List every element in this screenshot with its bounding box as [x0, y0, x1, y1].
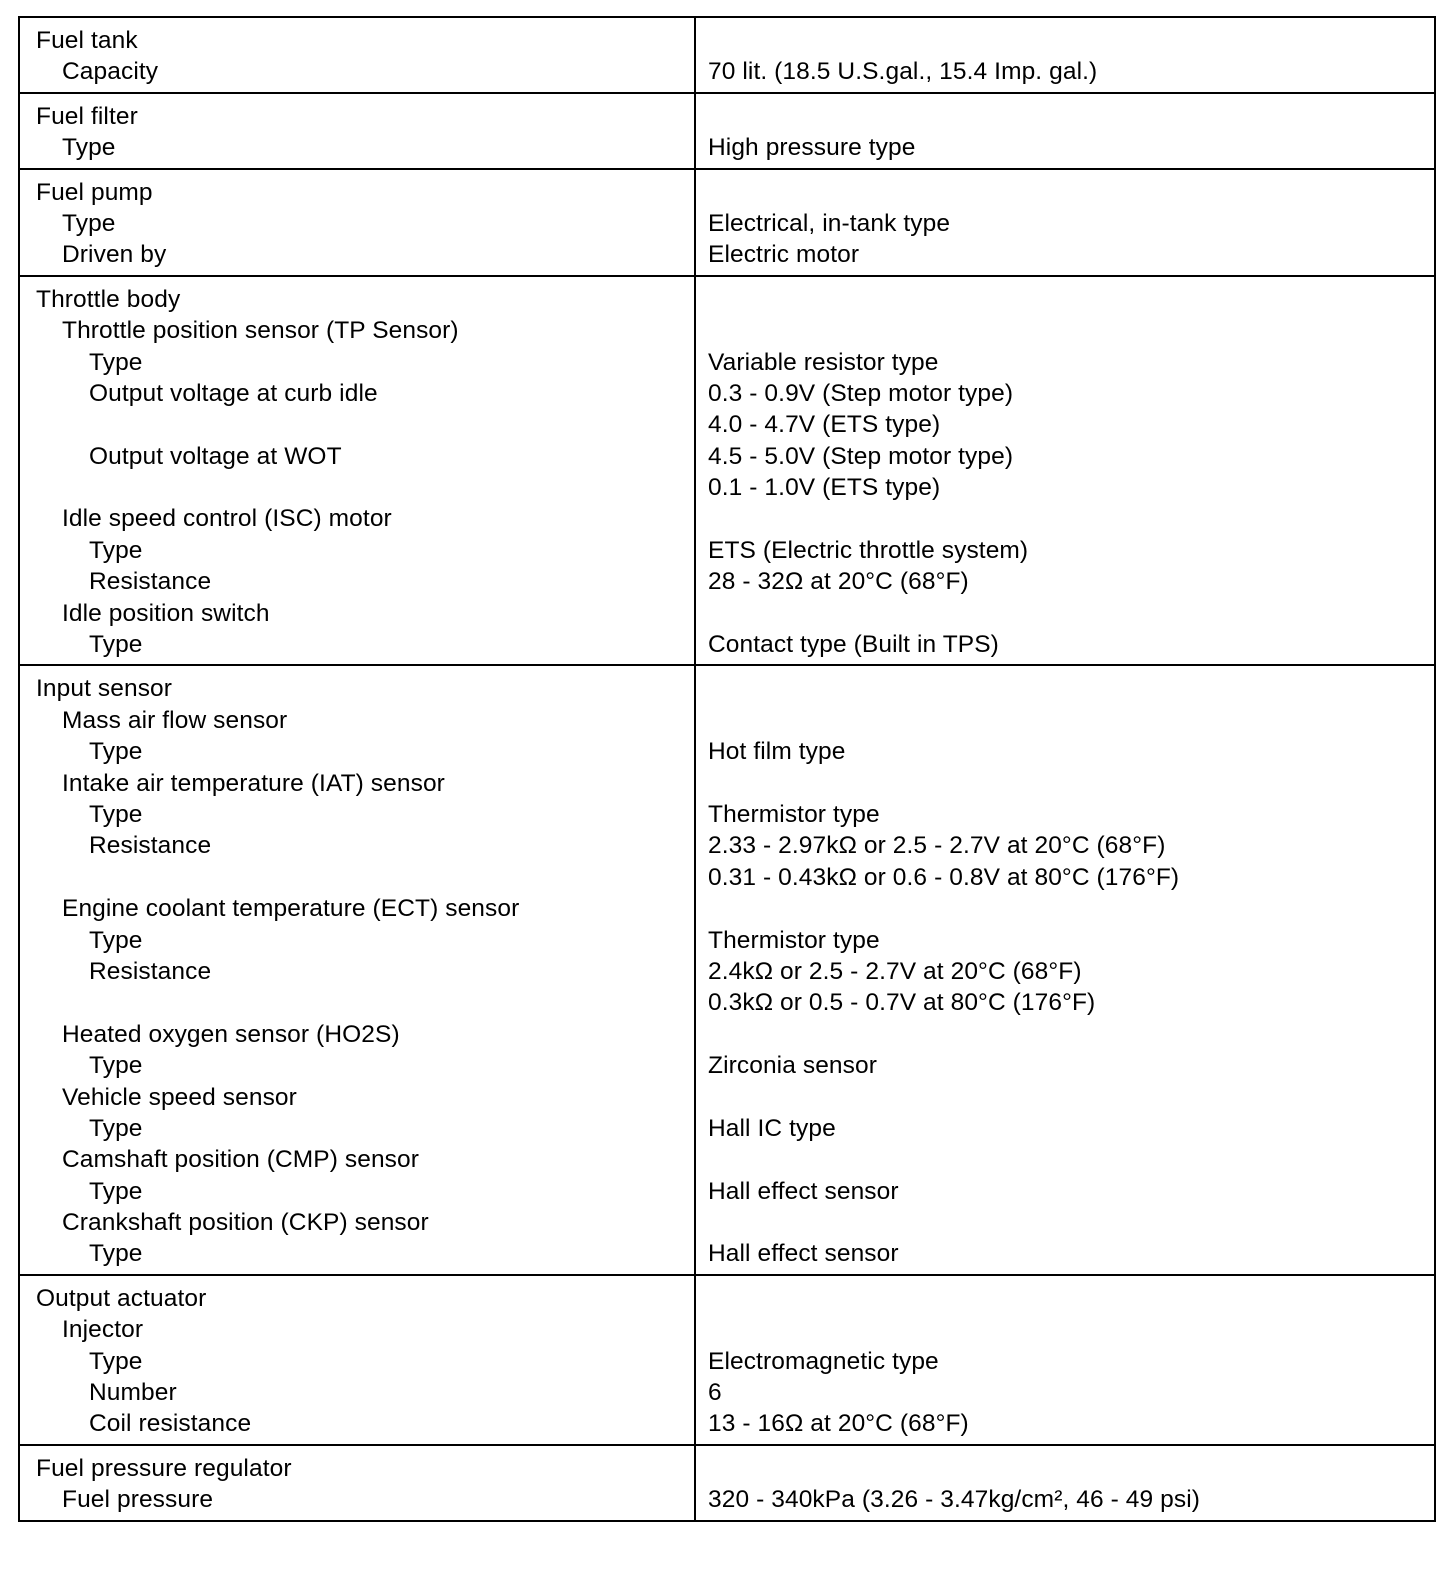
- blank-value-line: [708, 25, 1434, 56]
- blank-value-line: [708, 705, 1434, 736]
- spec-item-label: Mass air flow sensor: [62, 706, 288, 734]
- spec-item-label: Crankshaft position (CKP) sensor: [62, 1209, 429, 1237]
- blank-value-line: [708, 503, 1434, 534]
- spec-value-column: [696, 277, 1434, 665]
- blank-value-line: [708, 1453, 1434, 1484]
- spec-item-value: Hall effect sensor: [708, 1177, 899, 1205]
- spec-item-label: Type: [89, 1052, 143, 1080]
- spec-item-label: Type: [89, 1177, 143, 1205]
- spec-label-column: [20, 277, 696, 665]
- spec-item-label: Resistance: [89, 957, 212, 985]
- spec-item-value: Hall effect sensor: [708, 1240, 899, 1268]
- section-heading: Output actuator: [36, 1284, 207, 1312]
- spec-label-column: [20, 18, 696, 92]
- spec-label-column: [20, 1276, 696, 1444]
- spec-item-label: Type: [89, 1347, 143, 1375]
- blank-value-line: [708, 1144, 1434, 1175]
- spec-item-label: Heated oxygen sensor (HO2S): [62, 1020, 400, 1048]
- spec-item-label: Type: [89, 631, 143, 659]
- blank-label-line: [36, 472, 694, 503]
- spec-item-value: 13 - 16Ω at 20°C (68°F): [708, 1410, 969, 1438]
- blank-value-line: [708, 1019, 1434, 1050]
- spec-value-column: [696, 170, 1434, 275]
- spec-item-value: Hall IC type: [708, 1114, 836, 1142]
- spec-item-value: Thermistor type: [708, 926, 880, 954]
- spec-value-column: [696, 94, 1434, 168]
- spec-item-label: Idle speed control (ISC) motor: [62, 505, 392, 533]
- spec-item-label: Vehicle speed sensor: [62, 1083, 297, 1111]
- blank-value-line: [708, 1082, 1434, 1113]
- spec-item-value: 70 lit. (18.5 U.S.gal., 15.4 Imp. gal.): [708, 58, 1098, 86]
- spec-label-column: [20, 94, 696, 168]
- spec-item-value: Electric motor: [708, 241, 860, 269]
- section-heading: Throttle body: [36, 285, 181, 313]
- spec-item-value: Hot film type: [708, 738, 846, 766]
- spec-section: [20, 94, 1434, 170]
- spec-item-label: Camshaft position (CMP) sensor: [62, 1146, 420, 1174]
- spec-label-column: [20, 170, 696, 275]
- spec-item-value: ETS (Electric throttle system): [708, 536, 1029, 564]
- spec-item-label: Number: [89, 1379, 177, 1407]
- spec-item-value: 4.0 - 4.7V (ETS type): [708, 411, 941, 439]
- spec-value-column: [696, 18, 1434, 92]
- blank-label-line: [36, 987, 694, 1018]
- spec-item-value: 2.33 - 2.97kΩ or 2.5 - 2.7V at 20°C (68°F): [708, 832, 1166, 860]
- spec-section: [20, 666, 1434, 1275]
- spec-item-label: Throttle position sensor (TP Sensor): [62, 317, 459, 345]
- spec-item-value: High pressure type: [708, 134, 916, 162]
- spec-item-value: 0.31 - 0.43kΩ or 0.6 - 0.8V at 80°C (176°F): [708, 863, 1180, 891]
- spec-section: [20, 170, 1434, 277]
- fuel-system-spec-table: [18, 16, 1436, 1522]
- spec-section: [20, 18, 1434, 94]
- spec-item-label: Coil resistance: [89, 1410, 252, 1438]
- spec-item-label: Type: [62, 134, 116, 162]
- spec-item-value: Contact type (Built in TPS): [708, 631, 999, 659]
- spec-item-value: 2.4kΩ or 2.5 - 2.7V at 20°C (68°F): [708, 957, 1082, 985]
- blank-value-line: [708, 177, 1434, 208]
- spec-item-label: Type: [89, 926, 143, 954]
- spec-item-label: Injector: [62, 1316, 144, 1344]
- blank-value-line: [708, 101, 1434, 132]
- spec-item-value: Variable resistor type: [708, 348, 939, 376]
- spec-value-column: [696, 666, 1434, 1273]
- spec-item-label: Resistance: [89, 568, 212, 596]
- spec-label-column: [20, 666, 696, 1273]
- spec-item-label: Type: [89, 800, 143, 828]
- spec-item-value: 0.3kΩ or 0.5 - 0.7V at 80°C (176°F): [708, 989, 1096, 1017]
- spec-item-label: Fuel pressure: [62, 1486, 214, 1514]
- spec-item-value: 28 - 32Ω at 20°C (68°F): [708, 568, 969, 596]
- spec-value-column: [696, 1446, 1434, 1520]
- section-heading: Fuel tank: [36, 27, 138, 54]
- blank-value-line: [708, 1283, 1434, 1314]
- spec-item-value: 0.3 - 0.9V (Step motor type): [708, 379, 1014, 407]
- spec-item-value: Thermistor type: [708, 800, 880, 828]
- spec-item-label: Engine coolant temperature (ECT) sensor: [62, 895, 520, 923]
- spec-section: [20, 1276, 1434, 1446]
- spec-item-label: Type: [89, 1240, 143, 1268]
- blank-value-line: [708, 1207, 1434, 1238]
- blank-value-line: [708, 598, 1434, 629]
- spec-item-value: 0.1 - 1.0V (ETS type): [708, 474, 941, 502]
- spec-section: [20, 1446, 1434, 1520]
- blank-value-line: [708, 893, 1434, 924]
- blank-label-line: [36, 862, 694, 893]
- spec-label-column: [20, 1446, 696, 1520]
- spec-item-label: Type: [89, 348, 143, 376]
- spec-item-value: 4.5 - 5.0V (Step motor type): [708, 442, 1014, 470]
- spec-item-value: 6: [708, 1379, 722, 1407]
- spec-section: [20, 277, 1434, 667]
- spec-item-label: Intake air temperature (IAT) sensor: [62, 769, 445, 797]
- section-heading: Fuel filter: [36, 102, 138, 130]
- spec-item-label: Type: [62, 209, 116, 237]
- spec-value-column: [696, 1276, 1434, 1444]
- section-heading: Fuel pressure regulator: [36, 1454, 292, 1482]
- spec-item-label: Type: [89, 738, 143, 766]
- blank-value-line: [708, 673, 1434, 704]
- spec-item-label: Type: [89, 1114, 143, 1142]
- spec-item-value: Electrical, in-tank type: [708, 209, 951, 237]
- spec-item-label: Idle position switch: [62, 599, 270, 627]
- spec-item-label: Driven by: [62, 241, 167, 269]
- spec-item-value: Electromagnetic type: [708, 1347, 939, 1375]
- spec-item-label: Resistance: [89, 832, 212, 860]
- blank-label-line: [36, 409, 694, 440]
- section-heading: Fuel pump: [36, 178, 153, 206]
- spec-item-value: 320 - 340kPa (3.26 - 3.47kg/cm², 46 - 49 psi): [708, 1486, 1201, 1514]
- blank-value-line: [708, 284, 1434, 315]
- blank-value-line: [708, 768, 1434, 799]
- section-heading: Input sensor: [36, 675, 173, 703]
- spec-item-label: Output voltage at curb idle: [89, 379, 378, 407]
- spec-item-value: Zirconia sensor: [708, 1052, 877, 1080]
- spec-item-label: Output voltage at WOT: [89, 442, 342, 470]
- blank-value-line: [708, 1314, 1434, 1345]
- spec-item-label: Capacity: [62, 58, 159, 86]
- spec-item-label: Type: [89, 536, 143, 564]
- blank-value-line: [708, 315, 1434, 346]
